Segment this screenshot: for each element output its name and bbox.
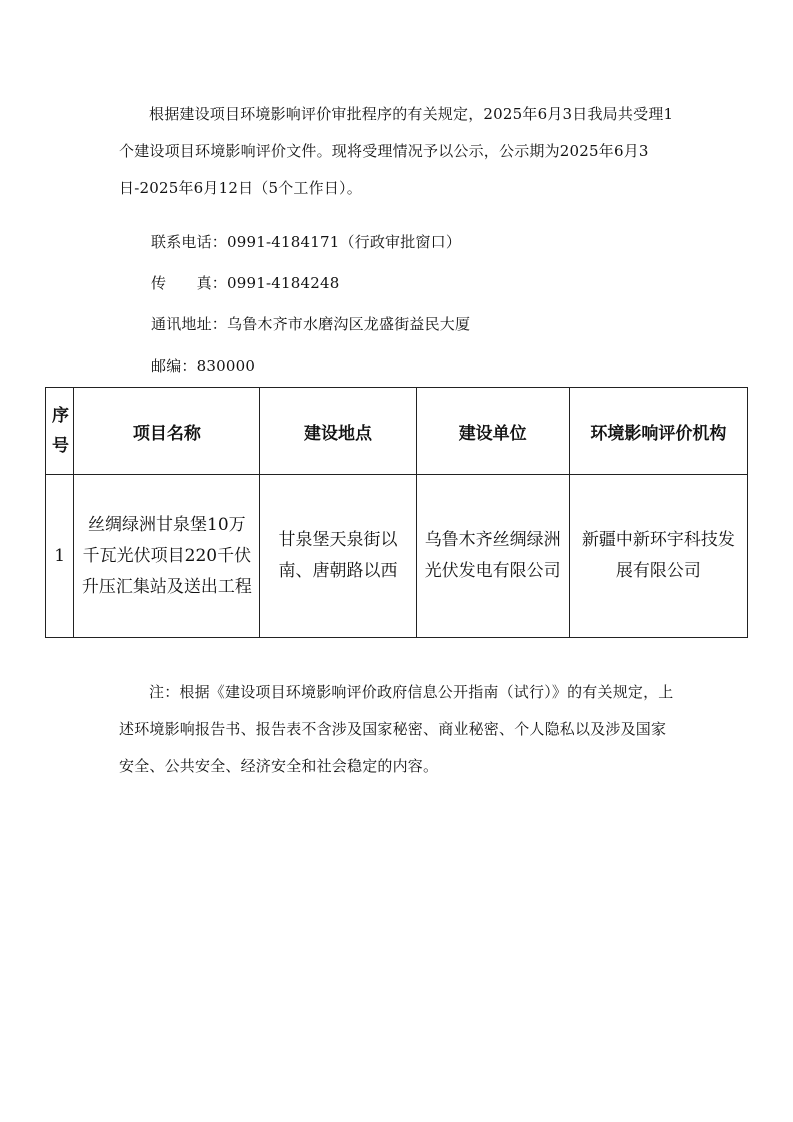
contact-postcode: 邮编：830000 xyxy=(151,357,256,375)
cell-construction-unit: 乌鲁木齐丝绸绿洲光伏发电有限公司 xyxy=(416,475,569,638)
cell-eia-agency: 新疆中新环宇科技发展有限公司 xyxy=(569,475,747,638)
cell-location: 甘泉堡天泉街以南、唐朝路以西 xyxy=(260,475,416,638)
header-eia-agency: 环境影响评价机构 xyxy=(569,388,747,475)
contact-fax: 传 真：0991-4184248 xyxy=(151,274,340,292)
header-serial-no: 序号 xyxy=(46,388,74,475)
contact-phone: 联系电话：0991-4184171（行政审批窗口） xyxy=(151,233,462,251)
table-row xyxy=(46,475,748,638)
project-table xyxy=(45,387,748,638)
header-project-name: 项目名称 xyxy=(74,388,260,475)
contact-address: 通讯地址：乌鲁木齐市水磨沟区龙盛街益民大厦 xyxy=(151,315,471,333)
header-location: 建设地点 xyxy=(260,388,416,475)
cell-project-name: 丝绸绿洲甘泉堡10万千瓦光伏项目220千伏升压汇集站及送出工程 xyxy=(74,475,260,638)
cell-serial-no: 1 xyxy=(46,475,74,638)
note-paragraph: 注：根据《建设项目环境影响评价政府信息公开指南（试行）》的有关规定，上述环境影响报告书、报告表不含涉及国家秘密、商业秘密、个人隐私以及涉及国家安全、公共安全、经济安全和社会稳定的内容。 xyxy=(119,683,674,775)
table-header-row xyxy=(46,388,748,475)
header-construction-unit: 建设单位 xyxy=(416,388,569,475)
intro-paragraph: 根据建设项目环境影响评价审批程序的有关规定，2025年6月3日我局共受理1个建设项目环境影响评价文件。现将受理情况予以公示，公示期为2025年6月3日-2025年6月12日（5个工作日）。 xyxy=(119,105,674,197)
